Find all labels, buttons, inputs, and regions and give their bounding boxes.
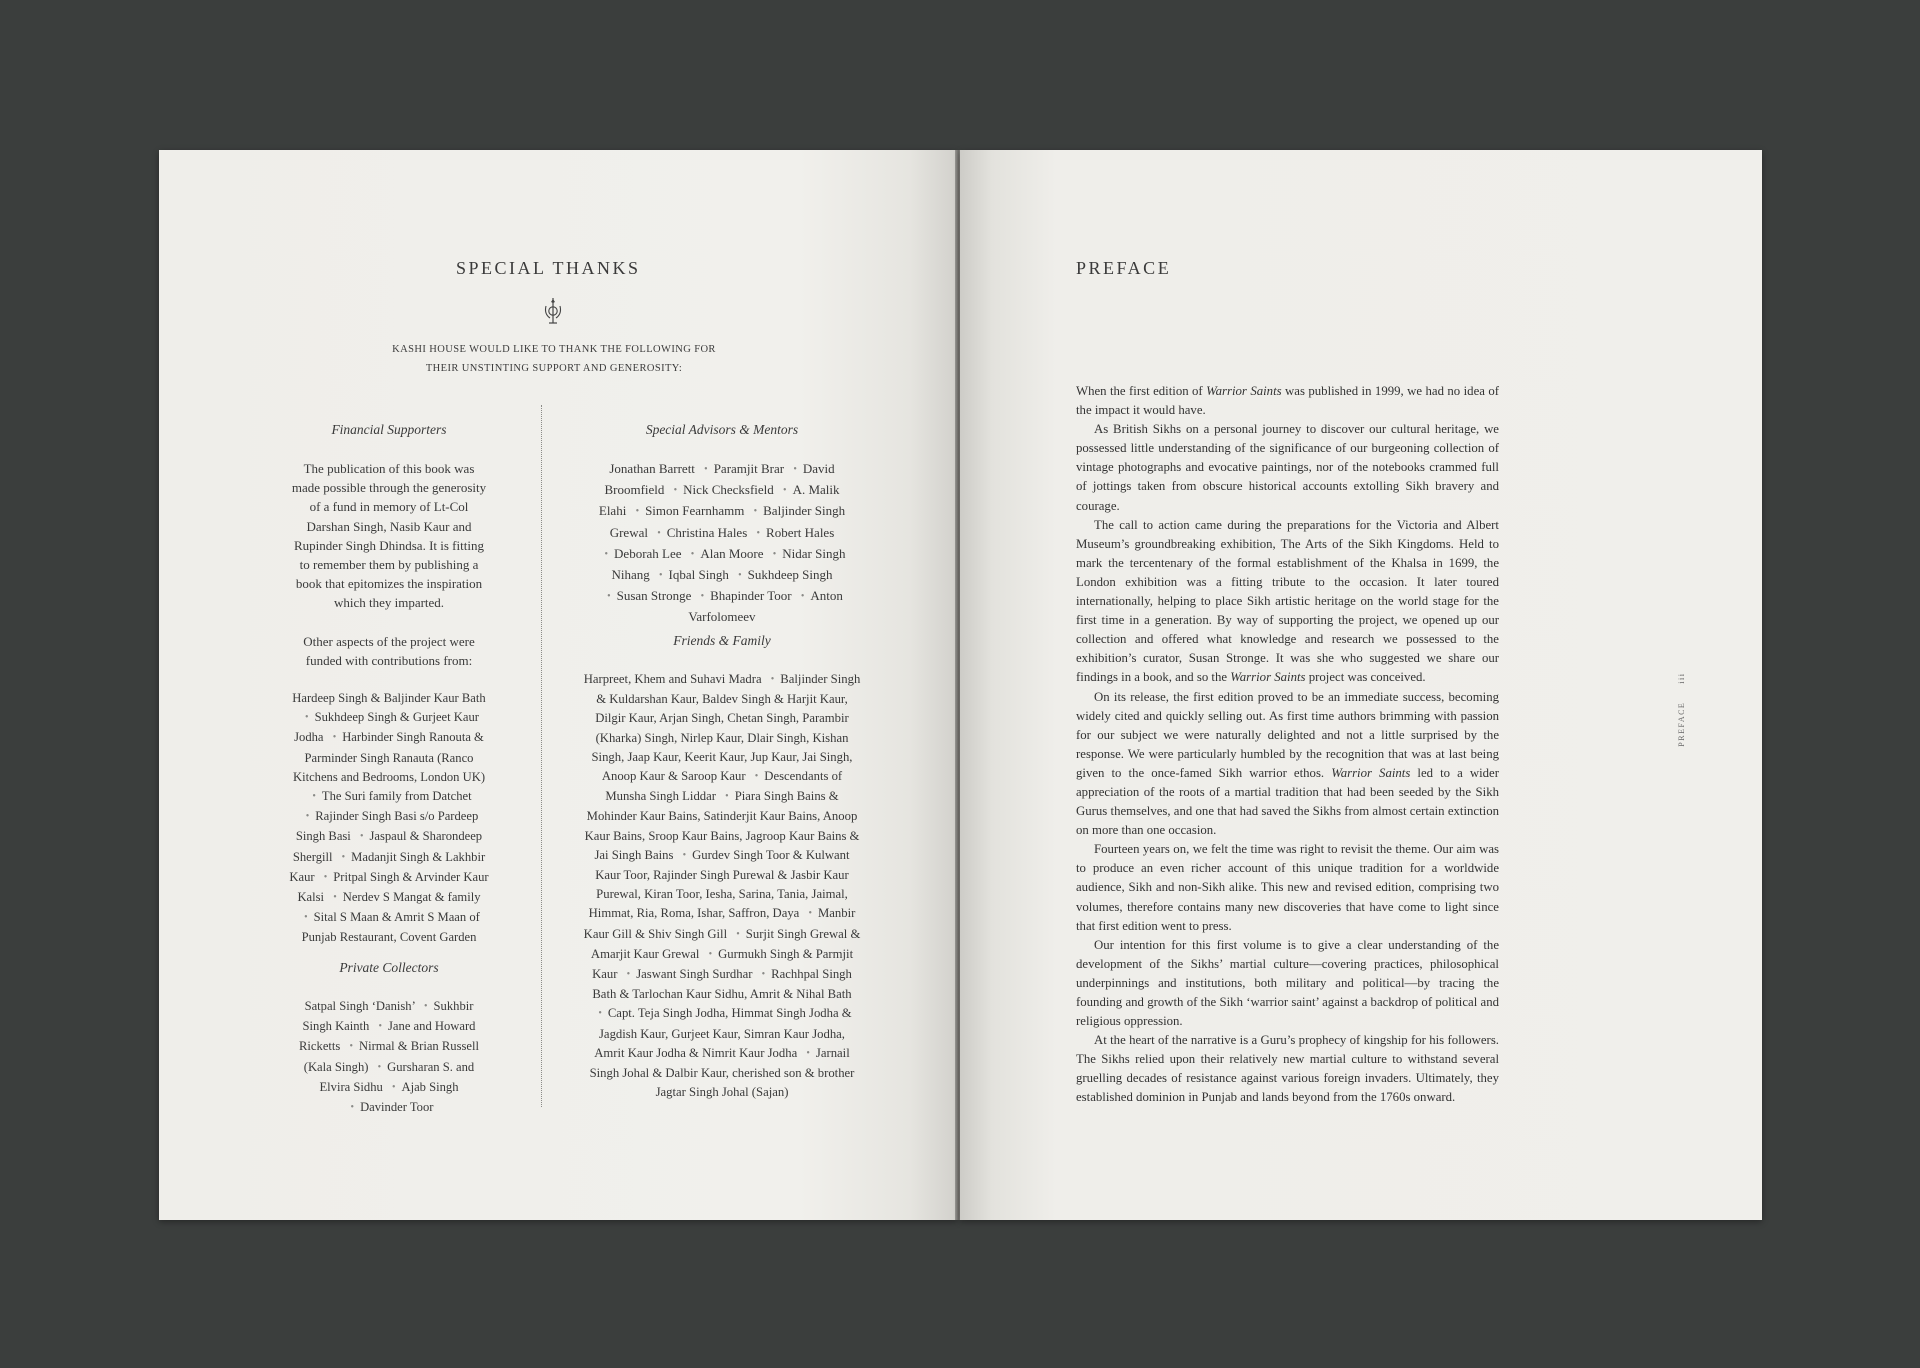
name-entry: Susan Stronge — [616, 588, 692, 604]
name-entry: Alan Moore — [700, 545, 764, 561]
bullet-separator: • — [783, 485, 787, 497]
name-entry: The Suri family from Datchet — [321, 789, 472, 804]
paragraph-text: When the first edition of — [1076, 384, 1207, 398]
name-entry: Piara Singh Bains & Mohinder Kaur Bains, Satinderjit Kaur Bains, Anoop Kaur Bains, Sroop Kaur Bains, Jagroop Kaur Bains & Jai Singh Bains — [584, 789, 860, 862]
page-title: PREFACE — [1076, 258, 1172, 278]
section-heading: Financial Supporters — [331, 422, 447, 437]
name-entry: Gurdev Singh Toor & Kulwant Kaur Toor, Rajinder Singh Purewal & Jasbir Kaur Purewal, Kiran Toor, Iesha, Sarina, Tania, Jaimal, Himmat, Ria, Roma, Ishar, Saffron, Daya — [588, 847, 850, 921]
name-entry: Gurmukh Singh & Parmjit Kaur — [592, 946, 854, 982]
bullet-separator: • — [598, 1008, 602, 1020]
paragraph-text: project was conceived. — [1305, 670, 1426, 685]
bullet-separator: • — [736, 928, 740, 940]
bullet-separator: • — [725, 791, 729, 803]
name-entry: Descendants of Munsha Singh Liddar — [605, 769, 843, 804]
name-entry: Jarnail Singh Johal & Dalbir Kaur, cherished son & brother Jagtar Singh Johal (Sajan) — [589, 1045, 855, 1100]
bullet-separator: • — [424, 1001, 428, 1012]
bullet-separator: • — [604, 548, 609, 560]
bullet-separator: • — [304, 912, 308, 924]
name-entry: Anton Varfolomeev — [688, 588, 843, 625]
bullet-separator: • — [756, 527, 761, 539]
name-entry: Baljinder Singh Grewal — [609, 503, 846, 540]
column-divider — [541, 405, 542, 1107]
name-entry: A. Malik Elahi — [598, 482, 840, 519]
name-entry: Satpal Singh ‘Danish’ — [304, 999, 415, 1013]
page-title: SPECIAL THANKS — [456, 258, 641, 278]
name-entry: Jaswant Singh Surdhar — [636, 967, 753, 982]
name-entry: Sukhbir Singh Kainth — [302, 999, 474, 1034]
bullet-separator: • — [377, 1061, 382, 1073]
preface-paragraph — [1076, 382, 1499, 420]
bullet-separator: • — [704, 464, 708, 475]
bullet-separator: • — [753, 506, 758, 518]
bullet-separator: • — [341, 851, 346, 863]
right-page — [960, 150, 1762, 1220]
name-entry: Robert Hales — [766, 524, 835, 540]
bullet-separator: • — [690, 548, 695, 560]
name-entry: Hardeep Singh & Baljinder Kaur Bath — [292, 691, 486, 706]
name-entry: Harpreet, Khem and Suhavi Madra — [583, 672, 762, 686]
name-entry: Rajinder Singh Basi s/o Pardeep Singh Basi — [295, 809, 479, 844]
section-heading: Friends & Family — [673, 633, 771, 648]
friends-family-section — [569, 631, 875, 1102]
name-entry: Gursharan S. and Elvira Sidhu — [319, 1059, 475, 1094]
bullet-separator: • — [657, 527, 661, 539]
paragraph-text: On its release, the first edition proved to be an immediate success, becoming widely cited and quickly selling out. As first time authors brimming with passion for our subject we were naturally delighted and not a little surprised by the response. We were particularly humbled by the recognition that was at last being given to the once-famed Sikh warrior ethos. — [1076, 689, 1499, 780]
running-folio — [1677, 673, 1686, 747]
special-advisors-section — [569, 420, 875, 627]
bullet-separator: • — [659, 570, 663, 582]
name-list — [569, 459, 875, 627]
bullet-separator: • — [312, 791, 316, 803]
paragraph-text: The call to action came during the preparations for the Victoria and Albert Museum’s groundbreaking exhibition, The Arts of the Sikh Kingdoms. Held to mark the tercentenary of the formal establishment of the Khalsa in 1699, the London exhibition was a fitting tribute to the occasion. It later toured internationally, helping to place Sikh artistic heritage on the world stage for the first time in a generation. By way of supporting the project, we opened up our collection and offered what knowledge and research we possessed to the exhibition’s curator, Susan Stronge. It was she who suggested we share our findings in a book, and so the — [1076, 517, 1499, 685]
bullet-separator: • — [770, 674, 775, 685]
folio-number: iii — [1677, 673, 1686, 685]
bullet-separator: • — [332, 732, 337, 744]
bullet-separator: • — [305, 811, 310, 823]
intro-line: THEIR UNSTINTING SUPPORT AND GENEROSITY: — [425, 363, 683, 374]
bullet-separator: • — [626, 969, 631, 981]
bullet-separator: • — [682, 849, 687, 861]
private-collectors-section — [289, 958, 489, 1118]
name-entry: Harbinder Singh Ranouta & Parminder Singh Ranauta (Ranco Kitchens and Bedrooms, London UK) — [292, 730, 486, 784]
bullet-separator: • — [673, 485, 678, 497]
name-entry: Deborah Lee — [614, 545, 682, 561]
name-entry: Nick Checksfield — [683, 482, 774, 498]
bullet-separator: • — [349, 1041, 353, 1053]
financial-supporters-section — [289, 420, 489, 948]
book-title-italic: Warrior Saints — [1230, 670, 1306, 685]
bullet-separator: • — [700, 591, 705, 603]
bullet-separator: • — [635, 506, 640, 518]
bullet-separator: • — [772, 548, 777, 560]
name-entry: Madanjit Singh & Lakhbir Kaur — [289, 849, 486, 884]
preface-paragraph: As British Sikhs on a personal journey to discover our cultural heritage, we possessed little understanding of the significance of our burgeoning collection of vintage photographs and evocative paintings, nor of the notebooks crammed full of jottings taken from obscure historical accounts extolling Sikh bravery and courage. — [1076, 422, 1499, 513]
name-list — [569, 670, 875, 1102]
bullet-separator: • — [350, 1102, 355, 1114]
name-entry: Nerdev S Mangat & family — [342, 890, 481, 905]
left-page — [159, 150, 957, 1220]
paragraph-text: was published in 1999, we had no idea of the impact it would have. — [1076, 384, 1500, 418]
name-entry: Rachhpal Singh Bath & Tarlochan Kaur Sidhu, Amrit & Nihal Bath — [592, 967, 852, 1002]
preface-paragraph — [1076, 688, 1499, 841]
section-paragraph: The publication of this book was made possible through the generosity of a fund in memory of Lt-Col Darshan Singh, Nasib Kaur and Rupinder Singh Dhindsa. It is fitting to remember them by publishing a book that epitomizes the inspiration which they imparted. — [291, 461, 487, 611]
preface-paragraph: Fourteen years on, we felt the time was right to revisit the theme. Our aim was to produce an even richer account of this unique tradition for a worldwide audience, Sikh and non-Sikh alike. This new and revised edition, comprising two volumes, therefore contains many new discoveries that have come to light since that first edition went to press. — [1076, 842, 1499, 933]
intro-text — [309, 340, 799, 378]
name-entry: Sukhdeep Singh & Gurjeet Kaur Jodha — [294, 710, 479, 745]
name-entry: Surjit Singh Grewal & Amarjit Kaur Grewal — [590, 926, 861, 961]
preface-paragraph: Our intention for this first volume is to give a clear understanding of the development of the Sikhs’ martial culture—covering practices, philosophical underpinnings and institutions, both military and political—by tracing the founding and growth of the Sikh ‘warrior saint’ against a backdrop of political and religious oppression. — [1076, 937, 1499, 1029]
section-heading: Special Advisors & Mentors — [645, 422, 799, 437]
section-paragraph: Other aspects of the project were funded with contributions from: — [303, 633, 475, 668]
name-entry: Paramjit Brar — [713, 461, 785, 476]
preface-body — [1076, 382, 1499, 1108]
name-entry: David Broomfield — [604, 461, 835, 498]
preface-paragraph: At the heart of the narrative is a Guru’s prophecy of kingship for his followers. The Sikhs relied upon their relatively new martial culture to withstand several gruelling decades of resistance against various foreign invaders. Ultimately, they established dominion in Punjab and lands beyond from the 1760s onward. — [1076, 1033, 1499, 1105]
name-entry: Bhapinder Toor — [710, 588, 792, 604]
name-entry: Jonathan Barrett — [609, 461, 695, 476]
bullet-separator: • — [359, 831, 364, 843]
book-title-italic: Warrior Saints — [1331, 765, 1411, 780]
bullet-separator: • — [806, 1047, 810, 1059]
name-entry: Jaspaul & Sharondeep Shergill — [292, 829, 483, 864]
bullet-separator: • — [305, 712, 309, 724]
bullet-separator: • — [738, 570, 742, 582]
name-entry: Nidar Singh Nihang — [611, 545, 846, 583]
name-entry: Davinder Toor — [360, 1100, 434, 1115]
folio-label: PREFACE — [1677, 701, 1686, 747]
name-entry: Sukhdeep Singh — [747, 567, 833, 583]
name-entry: Jane and Howard Ricketts — [299, 1019, 476, 1054]
bullet-separator: • — [378, 1021, 383, 1033]
bullet-separator: • — [391, 1081, 396, 1093]
bullet-separator: • — [323, 871, 328, 883]
name-entry: Nirmal & Brian Russell (Kala Singh) — [303, 1039, 479, 1074]
book-title-italic: Warrior Saints — [1206, 384, 1282, 398]
name-entry: Manbir Kaur Gill & Shiv Singh Gill — [583, 906, 856, 941]
bullet-separator: • — [793, 464, 797, 475]
bullet-separator: • — [800, 591, 805, 603]
name-entry: Sital S Maan & Amrit S Maan of Punjab Restaurant, Covent Garden — [301, 910, 480, 945]
name-list — [289, 997, 489, 1118]
bullet-separator: • — [808, 908, 812, 920]
name-entry: Christina Hales — [666, 524, 748, 540]
book-spread — [159, 150, 1762, 1220]
name-list — [289, 689, 489, 948]
intro-line: KASHI HOUSE WOULD LIKE TO THANK THE FOLLOWING FOR — [392, 344, 716, 355]
name-entry: Iqbal Singh — [668, 567, 729, 583]
preface-paragraph — [1076, 516, 1499, 688]
name-entry: Ajab Singh — [401, 1079, 459, 1094]
name-entry: Pritpal Singh & Arvinder Kaur Kalsi — [297, 869, 489, 905]
section-heading: Private Collectors — [339, 960, 439, 975]
name-entry: Simon Fearnhamm — [645, 503, 745, 519]
khanda-ornament-icon — [542, 296, 564, 326]
name-entry: Baljinder Singh & Kuldarshan Kaur, Baldev Singh & Harjit Kaur, Dilgir Kaur, Arjan Singh, Chetan Singh, Parambir (Kharka) Singh, Nirlep Kaur, Dlair Singh, Kishan Singh, Jaap Kaur, Keerit Kaur, Jup Kaur, Jai Singh, Anoop Kaur & Saroop Kaur — [591, 672, 861, 784]
bullet-separator: • — [708, 948, 713, 960]
name-entry: Capt. Teja Singh Jodha, Himmat Singh Jodha & Jagdish Kaur, Gurjeet Kaur, Simran Kaur Jodha, Amrit Kaur Jodha & Nimrit Kaur Jodha — [594, 1006, 852, 1060]
bullet-separator: • — [607, 591, 611, 603]
paragraph-text: led to a wider appreciation of the roots of a martial tradition that had been seeded by the Sikh Gurus themselves, and one that had saved the Sikhs from almost certain extinction on more than one occasion. — [1076, 765, 1500, 838]
bullet-separator: • — [333, 892, 337, 904]
bullet-separator: • — [761, 969, 766, 981]
bullet-separator: • — [754, 771, 759, 783]
